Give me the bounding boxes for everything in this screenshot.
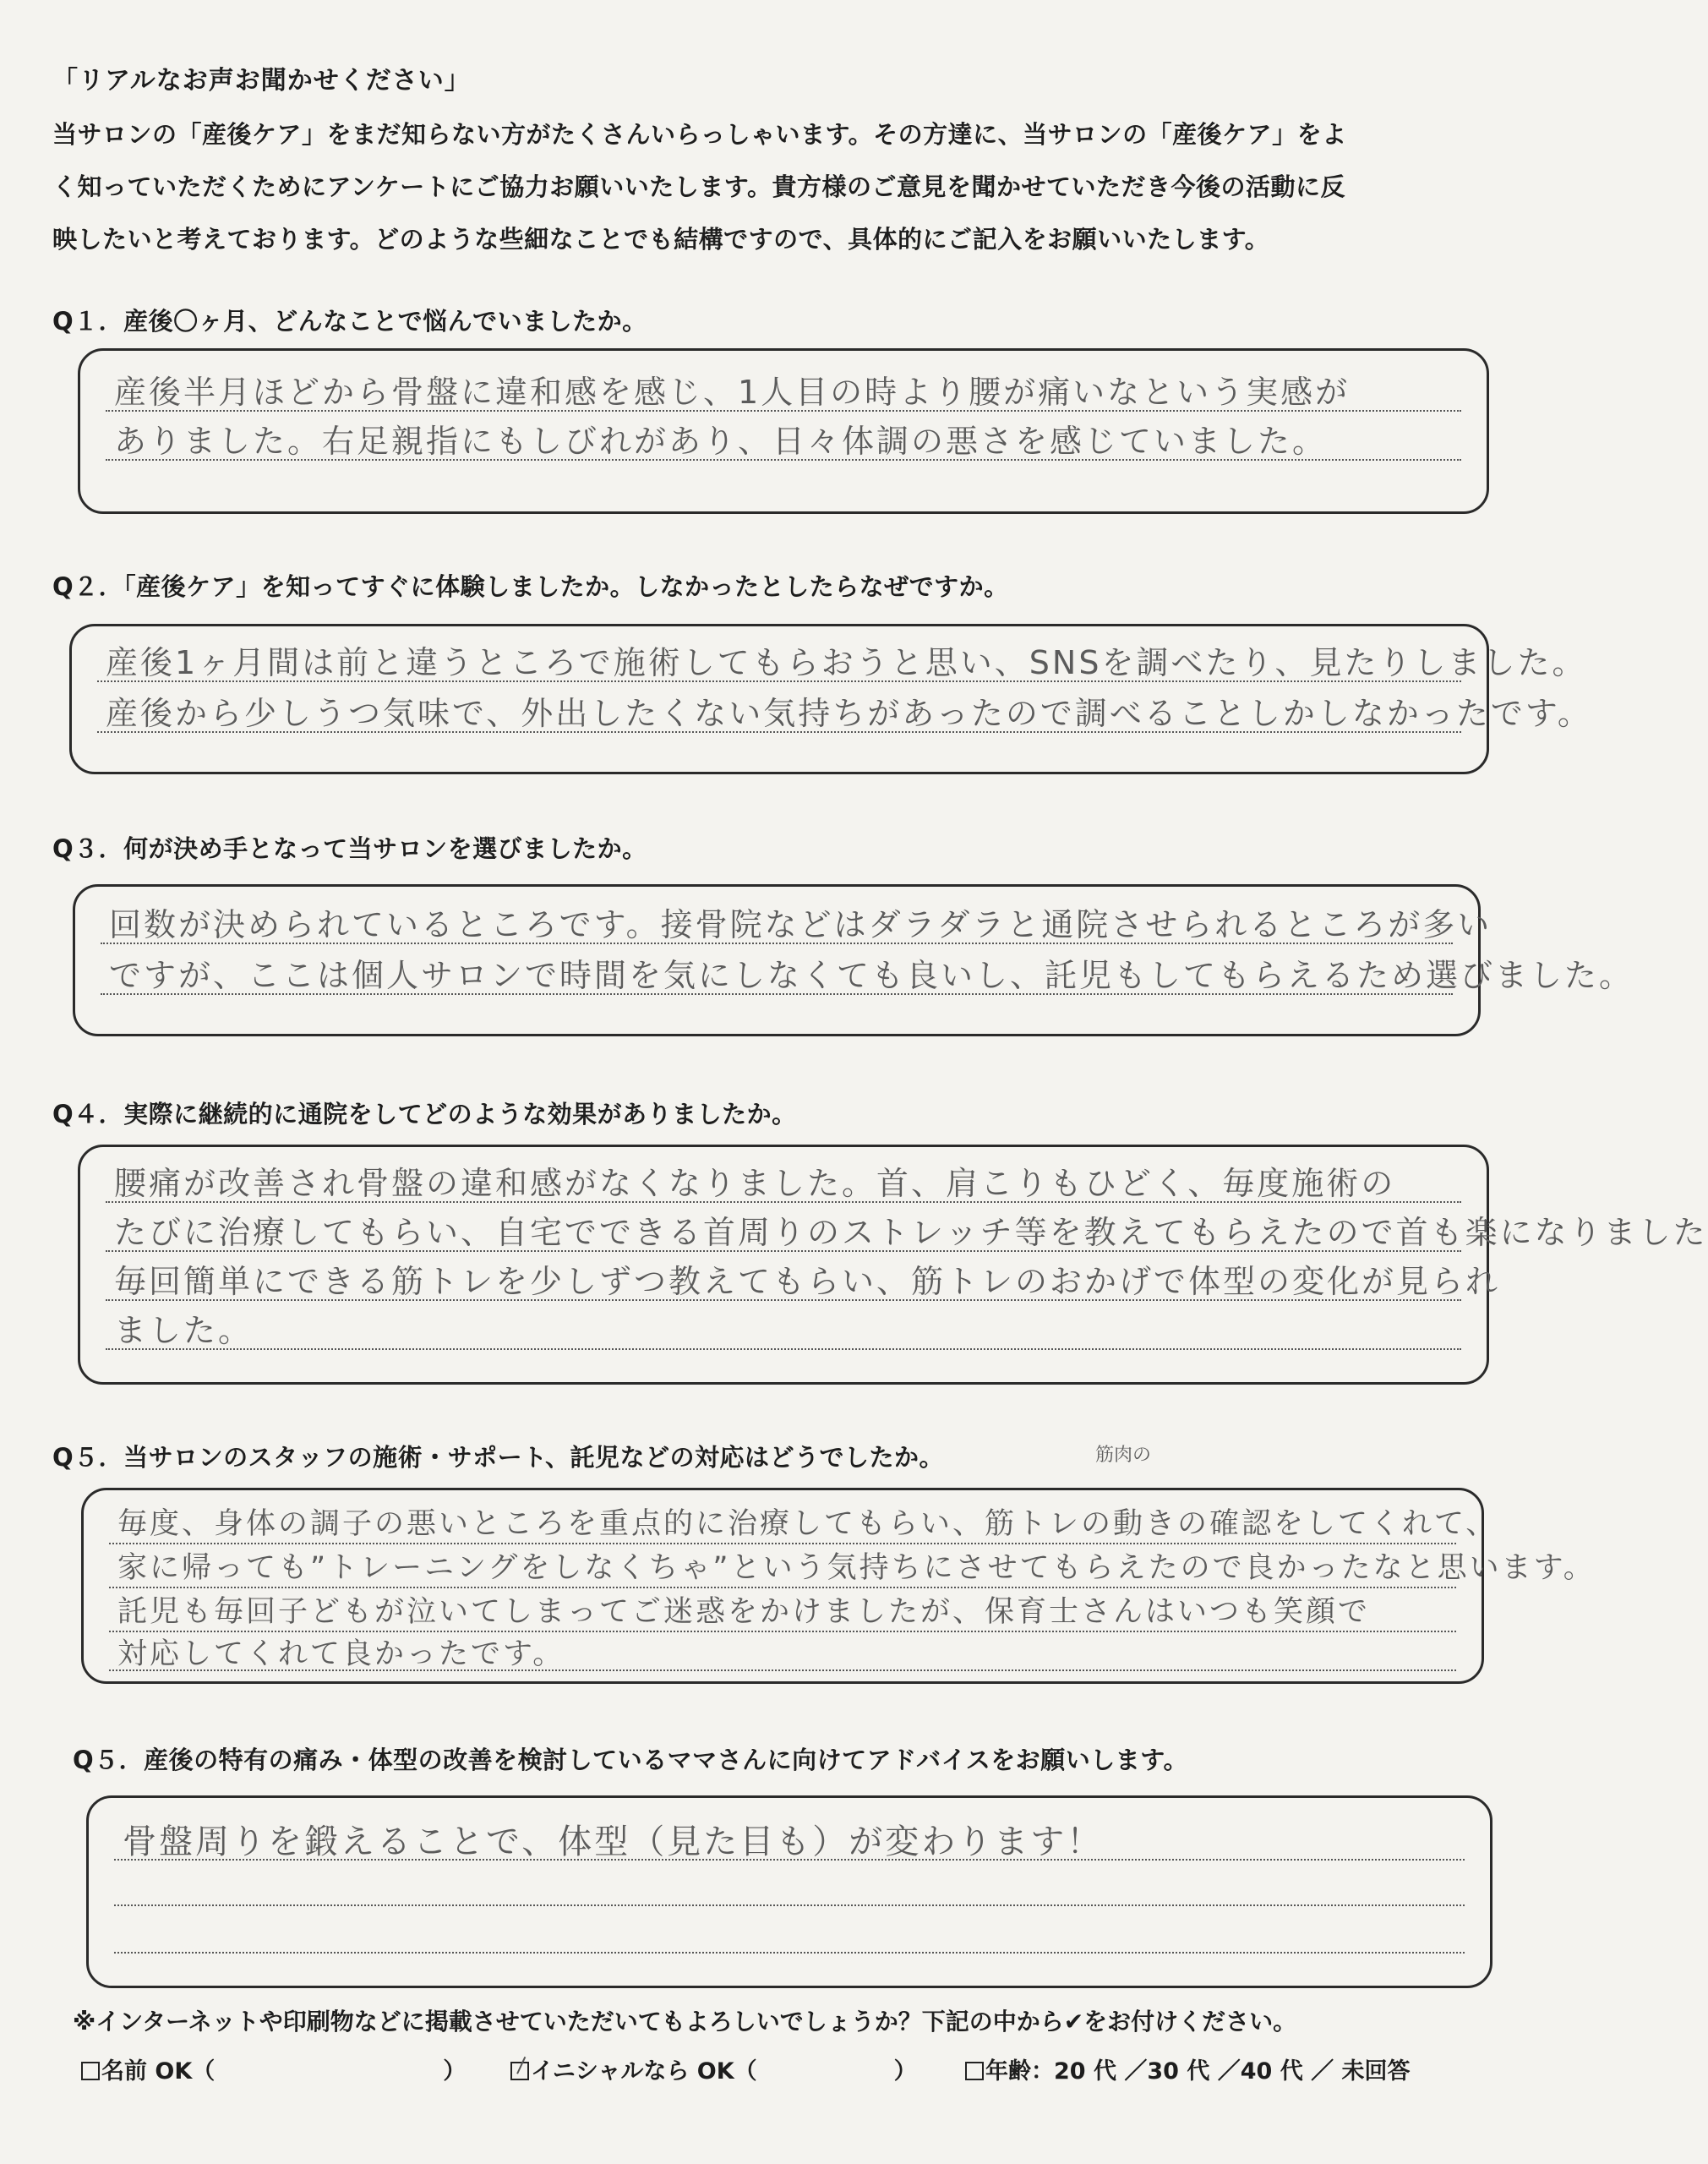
age-checkbox[interactable] <box>965 2062 984 2080</box>
intro-line: 映したいと考えております。どのような些細なことでも結構ですので、具体的にご記入をお願いいたします。 <box>52 225 1270 254</box>
answer-box-4 <box>78 1145 1708 1385</box>
question-5-label: Q５．当サロンのスタッフの施術・サポート、託児などの対応はどうでしたか。 <box>52 1443 945 1472</box>
option-initial-ok[interactable] <box>510 2052 917 2085</box>
answer-line: 産後半月ほどから骨盤に違和感を感じ、1人目の時より腰が痛いなという実感が <box>114 374 1351 411</box>
name-ok-checkbox[interactable] <box>81 2062 100 2080</box>
option-name-ok[interactable] <box>81 2052 466 2085</box>
answer-line: 対応してくれて良かったです。 <box>117 1637 565 1671</box>
initial-ok-checkbox[interactable] <box>510 2062 529 2080</box>
intro-line: 当サロンの「産後ケア」をまだ知らない方がたくさんいらっしゃいます。その方達に、当サロンの「産後ケア」をよ <box>52 120 1347 149</box>
answer-line: ありました。右足親指にもしびれがあり、日々体調の悪さを感じていました。 <box>114 423 1328 460</box>
publication-consent-notice: ※インターネットや印刷物などに掲載させていただいてもよろしいでしょうか？下記の中から✔をお付けください。 <box>73 2008 1297 2036</box>
answer-box-2 <box>69 624 1592 774</box>
answer-line: 産後から少しうつ気味で、外出したくない気持ちがあったので調べることしかしなかったです。 <box>106 695 1592 732</box>
option-age[interactable] <box>965 2052 1411 2085</box>
answer-line: ました。 <box>114 1312 254 1349</box>
answer-line: 毎度、身体の調子の悪いところを重点的に治療してもらい、筋トレの動きの確認をしてくれて、 <box>117 1507 1498 1541</box>
question-2-label: Q２．「産後ケア」を知ってすぐに体験しましたか。しなかったとしたらなぜですか。 <box>52 572 1009 601</box>
answer-line: 産後1ヶ月間は前と違うところで施術してもらおうと思い、SNSを調べたり、見たりしました。 <box>106 644 1587 681</box>
intro-line: く知っていただくためにアンケートにご協力お願いいたします。貴方様のご意見を聞かせていただき今後の活動に反 <box>52 172 1345 201</box>
answer-box-5 <box>81 1488 1596 1684</box>
answer-line: たびに治療してもらい、自宅でできる首周りのストレッチ等を教えてもらえたので首も楽になりました <box>114 1214 1708 1251</box>
answer-line: 回数が決められているところです。接骨院などはダラダラと通院させられるところが多い <box>109 906 1492 943</box>
initial-ok-label: イニシャルなら OK（ ） <box>531 2058 917 2085</box>
answer-line: 家に帰っても”トレーニングをしなくちゃ”という気持ちにさせてもらえたので良かったなと思います。 <box>117 1551 1596 1585</box>
answer-line: 腰痛が改善され骨盤の違和感がなくなりました。首、肩こりもひどく、毎度施術の <box>114 1165 1396 1202</box>
answer-line: 託児も毎回子どもが泣いてしまってご迷惑をかけましたが、保育士さんはいつも笑顔で <box>117 1595 1371 1629</box>
answer-line: 毎回簡単にできる筋トレを少しずつ教えてもらい、筋トレのおかげで体型の変化が見られ <box>114 1263 1501 1300</box>
question-6-label: Q５．産後の特有の痛み・体型の改善を検討しているママさんに向けてアドバイスをお願いします。 <box>73 1746 1188 1774</box>
age-label: 年齢：20 代 ／30 代 ／40 代 ／ 未回答 <box>985 2058 1411 2085</box>
name-ok-label: 名前 OK（ ） <box>101 2058 467 2085</box>
answer-line: ですが、ここは個人サロンで時間を気にしなくても良いし、託児もしてもらえるため選びました。 <box>109 957 1634 994</box>
answer-rule <box>114 1952 1465 1954</box>
question-4-label: Q４．実際に継続的に通院をしてどのような効果がありましたか。 <box>52 1100 797 1128</box>
handwritten-annotation: 筋肉の <box>1095 1445 1152 1466</box>
question-1-label: Q１．産後〇ヶ月、どんなことで悩んでいましたか。 <box>52 307 647 336</box>
answer-rule <box>114 1904 1465 1906</box>
question-3-label: Q３．何が決め手となって当サロンを選びましたか。 <box>52 834 647 863</box>
answer-line: 骨盤周りを鍛えることで、体型（見た目も）が変わります！ <box>123 1822 1104 1861</box>
answer-box-1 <box>78 348 1489 514</box>
survey-heading: 「リアルなお声お聞かせください」 <box>52 66 471 96</box>
survey-intro <box>52 108 1472 265</box>
answer-box-3 <box>73 884 1634 1036</box>
answer-box-6 <box>86 1795 1492 1988</box>
